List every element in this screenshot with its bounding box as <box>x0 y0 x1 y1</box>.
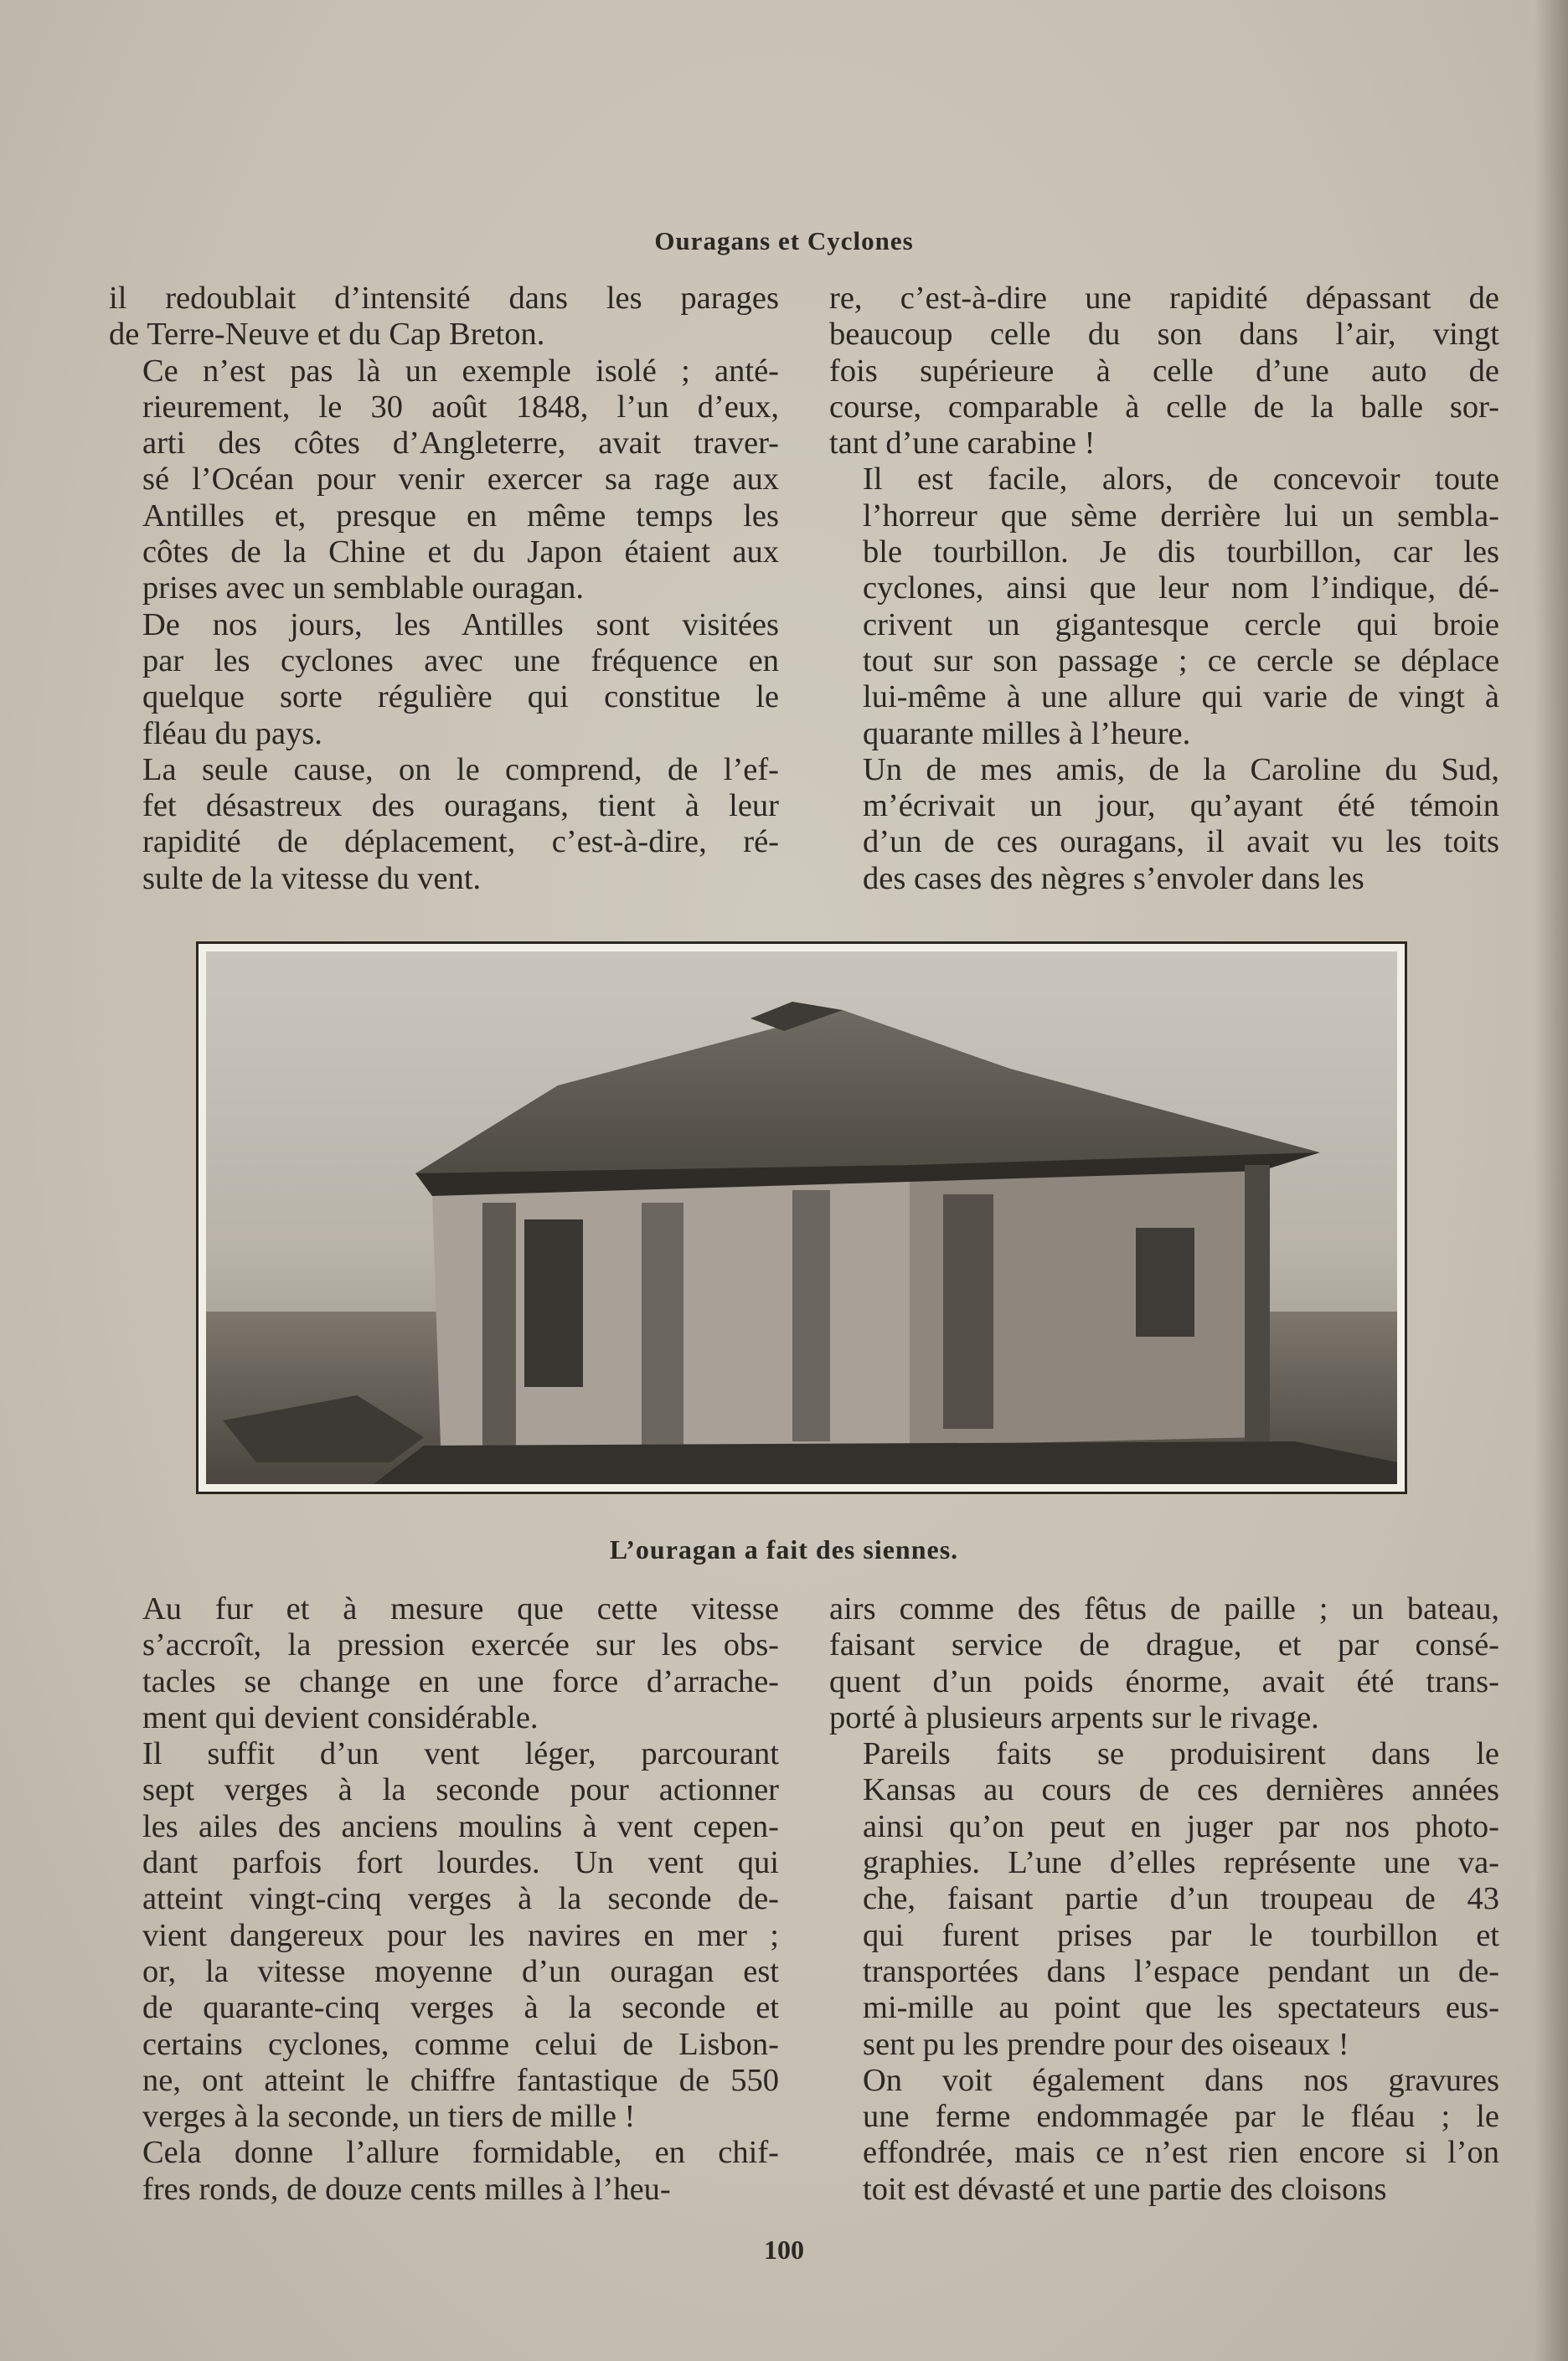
text-line: Kansas au cours de ces dernières années <box>863 1772 1499 1808</box>
paragraph <box>829 1736 1499 2063</box>
text-line: verges à la seconde, un tiers de mille ! <box>142 2099 636 2135</box>
text-line: rieurement, le 30 août 1848, l’un d’eux, <box>142 389 779 425</box>
paragraph <box>109 607 779 752</box>
text-line: course, comparable à celle de la balle sor- <box>829 389 1499 425</box>
text-line: ainsi qu’on peut en juger par nos photo- <box>863 1808 1499 1844</box>
paragraph <box>109 1591 779 1736</box>
text-line: qui furent prises par le tourbillon et <box>863 1917 1499 1953</box>
text-line: vient dangereux pour les navires en mer ; <box>142 1917 779 1953</box>
text-line: les ailes des anciens moulins à vent cepen- <box>142 1808 779 1844</box>
text-line: Cela donne l’allure formidable, en chif- <box>142 2135 779 2171</box>
text-line: Il est facile, alors, de concevoir toute <box>863 461 1499 497</box>
text-line: quent d’un poids énorme, avait été trans- <box>829 1663 1499 1699</box>
text-line: Pareils faits se produisirent dans le <box>863 1736 1499 1772</box>
text-line: quarante milles à l’heure. <box>863 715 1191 751</box>
text-line: de quarante-cinq verges à la seconde et <box>142 1990 779 2026</box>
paragraph <box>829 752 1499 897</box>
text-line: crivent un gigantesque cercle qui broie <box>863 606 1499 642</box>
text-line: fléau du pays. <box>142 715 322 751</box>
text-line: De nos jours, les Antilles sont visitées <box>142 606 779 642</box>
text-line: Un de mes amis, de la Caroline du Sud, <box>863 751 1499 787</box>
text-line: sé l’Océan pour venir exercer sa rage aux <box>142 461 779 497</box>
text-line: tant d’une carabine ! <box>829 425 1096 461</box>
text-line: par les cyclones avec une fréquence en <box>142 642 779 678</box>
text-line: sent pu les prendre pour des oiseaux ! <box>863 2026 1349 2062</box>
text-line: toit est dévasté et une partie des cloisons <box>863 2171 1387 2207</box>
text-line: airs comme des fêtus de paille ; un bateau, <box>829 1591 1499 1626</box>
paragraph <box>109 1736 779 2135</box>
text-line: m’écrivait un jour, qu’ayant été témoin <box>863 788 1499 824</box>
paragraph <box>109 2135 779 2208</box>
column-bottom-right <box>829 1591 1499 2208</box>
text-line: quelque sorte régulière qui constitue le <box>142 679 779 715</box>
text-line: effondrée, mais ce n’est rien encore si l’on <box>863 2135 1499 2171</box>
text-line: fet désastreux des ouragans, tient à leur <box>142 788 779 824</box>
text-line: che, faisant partie d’un troupeau de 43 <box>863 1881 1499 1917</box>
text-line: tacles se change en une force d’arrache- <box>142 1663 779 1699</box>
text-line: Antilles et, presque en même temps les <box>142 497 779 534</box>
text-line: beaucoup celle du son dans l’air, vingt <box>829 317 1499 353</box>
page-number: 100 <box>764 2235 804 2265</box>
paragraph <box>829 461 1499 751</box>
text-line: or, la vitesse moyenne d’un ouragan est <box>142 1953 779 1989</box>
paragraph <box>829 1591 1499 1736</box>
text-line: ne, ont atteint le chiffre fantastique de 550 <box>142 2062 779 2098</box>
running-head: Ouragans et Cyclones <box>654 226 914 255</box>
text-line: ble tourbillon. Je dis tourbillon, car les <box>863 534 1499 570</box>
text-line: Il suffit d’un vent léger, parcourant <box>142 1736 779 1772</box>
text-line: dant parfois fort lourdes. Un vent qui <box>142 1845 779 1881</box>
column-bottom-left <box>109 1591 779 2208</box>
text-line: atteint vingt-cinq verges à la seconde de- <box>142 1881 779 1917</box>
text-line: arti des côtes d’Angleterre, avait traver- <box>142 425 779 461</box>
text-line: Ce n’est pas là un exemple isolé ; anté- <box>142 353 779 389</box>
text-line: re, c’est-à-dire une rapidité dépassant de <box>829 281 1499 316</box>
paragraph <box>109 752 779 897</box>
text-line: fois supérieure à celle d’une auto de <box>829 353 1499 389</box>
paragraph <box>829 2063 1499 2208</box>
text-line: graphies. L’une d’elles représente une va- <box>863 1845 1499 1881</box>
text-line: sulte de la vitesse du vent. <box>142 860 482 896</box>
photo-caption: L’ouragan a fait des siennes. <box>609 1534 959 1565</box>
text-line: porté à plusieurs arpents sur le rivage. <box>829 1699 1319 1735</box>
text-line: côtes de la Chine et du Japon étaient aux <box>142 534 779 570</box>
text-line: Au fur et à mesure que cette vitesse <box>142 1591 779 1626</box>
text-line: fres ronds, de douze cents milles à l’heu- <box>142 2171 671 2207</box>
text-line: prises avec un semblable ouragan. <box>142 570 585 606</box>
text-line: l’horreur que sème derrière lui un sembla- <box>863 497 1499 534</box>
column-top-right <box>829 281 1499 897</box>
house-photo-icon <box>206 951 1397 1484</box>
text-line: rapidité de déplacement, c’est-à-dire, ré- <box>142 824 779 860</box>
page-edge-shadow <box>1534 0 1568 2361</box>
house-photo <box>196 941 1407 1494</box>
text-line: faisant service de drague, et par consé- <box>829 1627 1499 1663</box>
text-line: sept verges à la seconde pour actionner <box>142 1772 779 1808</box>
text-line: une ferme endommagée par le fléau ; le <box>863 2099 1499 2135</box>
text-line: d’un de ces ouragans, il avait vu les toits <box>863 824 1499 860</box>
text-line: mi-mille au point que les spectateurs eus- <box>863 1990 1499 2026</box>
paragraph <box>829 281 1499 461</box>
text-line: il redoublait d’intensité dans les parages <box>109 281 779 316</box>
text-line: des cases des nègres s’envoler dans les <box>863 860 1364 896</box>
text-line: La seule cause, on le comprend, de l’ef- <box>142 751 779 787</box>
text-line: cyclones, ainsi que leur nom l’indique, dé- <box>863 570 1499 606</box>
text-line: certains cyclones, comme celui de Lisbon- <box>142 2026 779 2062</box>
text-line: lui-même à une allure qui varie de vingt à <box>863 679 1499 715</box>
paragraph <box>109 281 779 353</box>
text-line: de Terre-Neuve et du Cap Breton. <box>109 317 545 353</box>
paragraph <box>109 353 779 607</box>
text-line: tout sur son passage ; ce cercle se déplace <box>863 642 1499 678</box>
text-line: On voit également dans nos gravures <box>863 2062 1499 2098</box>
text-line: s’accroît, la pression exercée sur les obs- <box>142 1627 779 1663</box>
text-line: transportées dans l’espace pendant un de- <box>863 1953 1499 1989</box>
column-top-left <box>109 281 779 897</box>
text-line: ment qui devient considérable. <box>142 1699 539 1735</box>
